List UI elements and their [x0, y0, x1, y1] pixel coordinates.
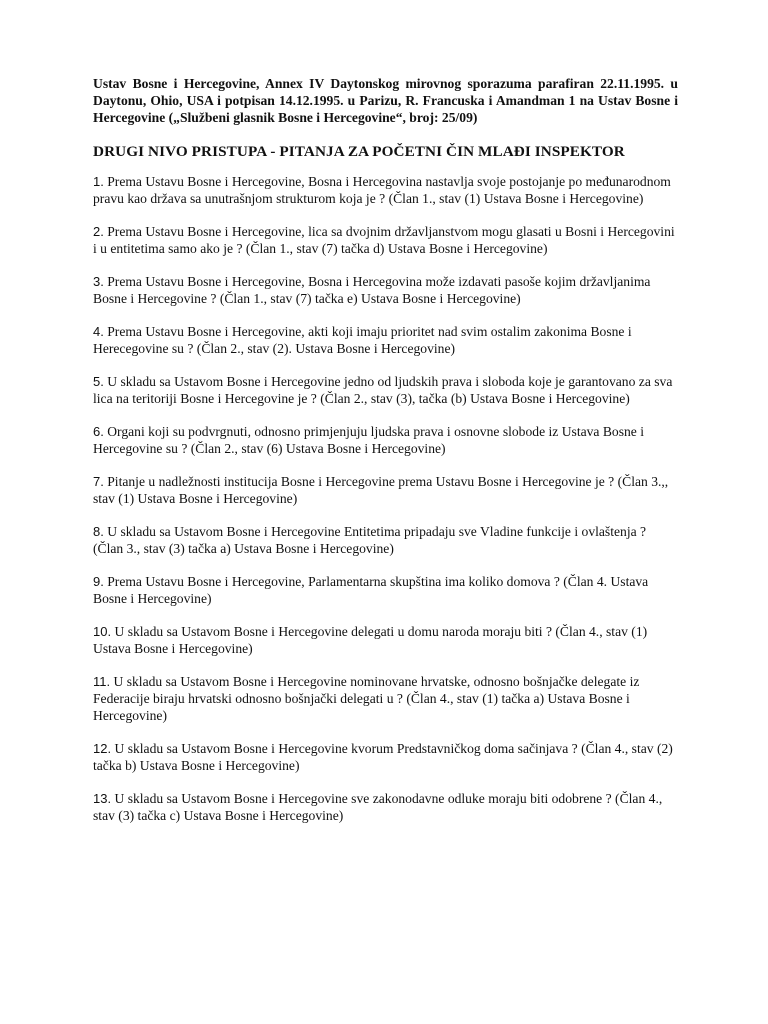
- question-text: U skladu sa Ustavom Bosne i Hercegovine Entitetima pripadaju sve Vladine funkcije i ovlaštenja ? (Član 3., stav (3) tačka a) Ustava Bosne i Hercegovine): [93, 524, 647, 556]
- question-number: 13.: [93, 791, 112, 806]
- question-number: 11.: [93, 674, 111, 689]
- question-item: [93, 790, 678, 824]
- document-intro: Ustav Bosne i Hercegovine, Annex IV Daytonskog mirovnog sporazuma parafiran 22.11.1995. u Daytonu, Ohio, USA i potpisan 14.12.1995. u Parizu, R. Francuska i Amandman 1 na Ustav Bosne i Hercegovine („Službeni glasnik Bosne i Hercegovine“, broj: 25/09): [93, 76, 678, 125]
- question-number: 12.: [93, 741, 112, 756]
- question-text: Organi koji su podvrgnuti, odnosno primjenjuju ljudska prava i osnovne slobode iz Ustava Bosne i Hercegovine su ? (Član 2., stav (6) Ustava Bosne i Hercegovine): [93, 424, 645, 456]
- question-item: [93, 223, 678, 257]
- question-item: [93, 523, 678, 557]
- question-number: 10.: [93, 624, 112, 639]
- question-number: 9.: [93, 574, 104, 589]
- question-number: 6.: [93, 424, 104, 439]
- question-text: U skladu sa Ustavom Bosne i Hercegovine delegati u domu naroda moraju biti ? (Član 4., stav (1) Ustava Bosne i Hercegovine): [93, 624, 648, 656]
- question-item: [93, 573, 678, 607]
- question-item: [93, 623, 678, 657]
- question-item: [93, 473, 678, 507]
- section-heading: DRUGI NIVO PRISTUPA - PITANJA ZA POČETNI ČIN MLAĐI INSPEKTOR: [93, 143, 625, 160]
- question-text: U skladu sa Ustavom Bosne i Hercegovine jedno od ljudskih prava i sloboda koje je garantovano za sva lica na teritoriji Bosne i Hercegovine je ? (Član 2., stav (3), tačka (b) Ustava Bosne i Hercegovine): [93, 374, 673, 406]
- question-text: U skladu sa Ustavom Bosne i Hercegovine sve zakonodavne odluke moraju biti odobrene ? (Član 4., stav (3) tačka c) Ustava Bosne i Hercegovine): [93, 791, 663, 823]
- question-text: Prema Ustavu Bosne i Hercegovine, lica sa dvojnim državljanstvom mogu glasati u Bosni i Hercegovini i u entitetima samo ako je ? (Član 1., stav (7) tačka d) Ustava Bosne i Hercegovine): [93, 224, 675, 256]
- question-text: Prema Ustavu Bosne i Hercegovine, Parlamentarna skupština ima koliko domova ? (Član 4. Ustava Bosne i Hercegovine): [93, 574, 649, 606]
- question-text: Pitanje u nadležnosti institucija Bosne i Hercegovine prema Ustavu Bosne i Hercegovine je ? (Član 3.,, stav (1) Ustava Bosne i Hercegovine): [93, 474, 669, 506]
- question-text: Prema Ustavu Bosne i Hercegovine, Bosna i Hercegovina može izdavati pasoše kojim državljanima Bosne i Hercegovine ? (Član 1., stav (7) tačka e) Ustava Bosne i Hercegovine): [93, 274, 651, 306]
- question-number: 4.: [93, 324, 104, 339]
- question-text: Prema Ustavu Bosne i Hercegovine, Bosna i Hercegovina nastavlja svoje postojanje po međunarodnom pravu kao država sa unutrašnjom strukturom koja je ? (Član 1., stav (1) Ustava Bosne i Hercegovine): [93, 174, 671, 206]
- question-number: 2.: [93, 224, 104, 239]
- question-item: [93, 423, 678, 457]
- question-text: U skladu sa Ustavom Bosne i Hercegovine nominovane hrvatske, odnosno bošnjačke delegate iz Federacije biraju hrvatski odnosno bošnjački delegati u ? (Član 4., stav (1) tačka a) Ustava Bosne i Hercegovine): [93, 674, 640, 723]
- question-item: [93, 673, 678, 724]
- question-item: [93, 373, 678, 407]
- question-item: [93, 740, 678, 774]
- question-number: 1.: [93, 174, 104, 189]
- question-number: 8.: [93, 524, 104, 539]
- question-item: [93, 273, 678, 307]
- question-item: [93, 173, 678, 207]
- question-number: 5.: [93, 374, 104, 389]
- question-item: [93, 323, 678, 357]
- question-number: 7.: [93, 474, 104, 489]
- question-text: U skladu sa Ustavom Bosne i Hercegovine kvorum Predstavničkog doma sačinjava ? (Član 4., stav (2) tačka b) Ustava Bosne i Hercegovine): [93, 741, 673, 773]
- question-number: 3.: [93, 274, 104, 289]
- question-text: Prema Ustavu Bosne i Hercegovine, akti koji imaju prioritet nad svim ostalim zakonima Bosne i Herecegovine su ? (Član 2., stav (2). Ustava Bosne i Hercegovine): [93, 324, 632, 356]
- document-content: [93, 75, 678, 840]
